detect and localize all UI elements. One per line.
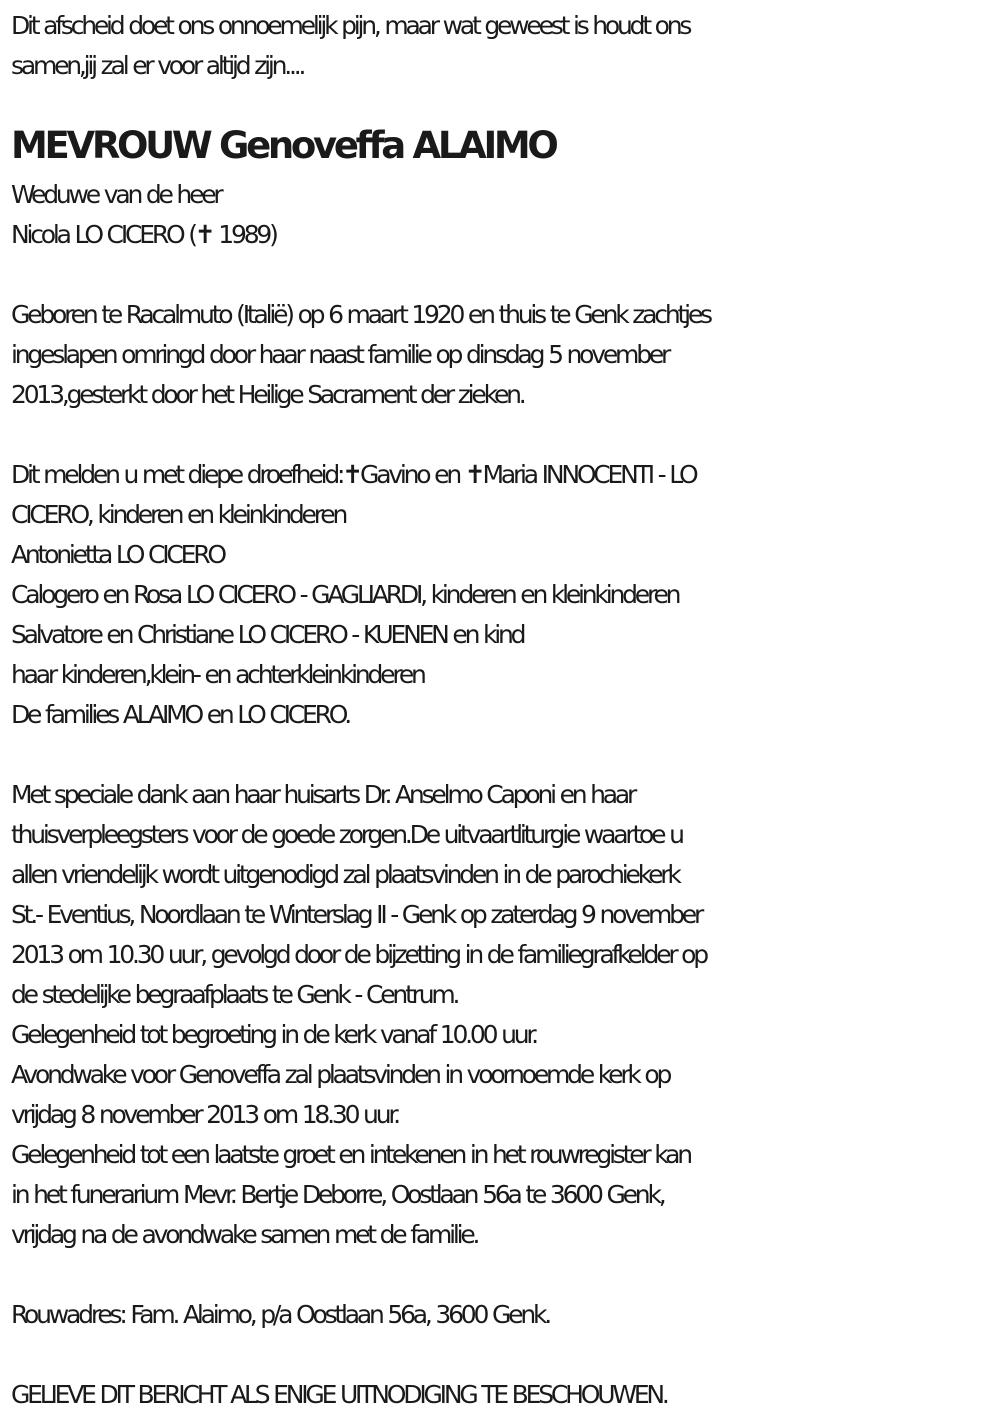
spacer xyxy=(11,255,991,295)
service-line: allen vriendelijk wordt uitgenodigd zal plaatsvinden in de parochiekerk xyxy=(11,860,679,889)
family-line: CICERO, kinderen en kleinkinderen xyxy=(11,500,346,529)
widow-line: Weduwe van de heer xyxy=(11,180,221,209)
widow-section xyxy=(11,175,991,255)
service-line: Gelegenheid tot begroeting in de kerk vanaf 10.00 uur. xyxy=(11,1020,536,1049)
service-section xyxy=(11,775,991,1255)
spacer xyxy=(11,1255,991,1295)
family-line: Antonietta LO CICERO xyxy=(11,540,224,569)
intro-section xyxy=(11,6,991,86)
family-line: Calogero en Rosa LO CICERO - GAGLIARDI, kinderen en kleinkinderen xyxy=(11,580,679,609)
obituary-notice xyxy=(11,6,991,1415)
birth-line: 2013,gesterkt door het Heilige Sacrament der zieken. xyxy=(11,380,524,409)
service-line: Gelegenheid tot een laatste groet en intekenen in het rouwregister kan xyxy=(11,1140,690,1169)
service-line: de stedelijke begraafplaats te Genk - Centrum. xyxy=(11,980,458,1009)
service-line: vrijdag 8 november 2013 om 18.30 uur. xyxy=(11,1100,398,1129)
intro-line: samen,jij zal er voor altijd zijn.... xyxy=(11,51,304,80)
family-line: haar kinderen,klein- en achterkleinkinderen xyxy=(11,660,424,689)
intro-line: Dit afscheid doet ons onnoemelijk pijn, maar wat geweest is houdt ons xyxy=(11,11,690,40)
spacer xyxy=(11,735,991,775)
mourning-address: Rouwadres: Fam. Alaimo, p/a Oostlaan 56a, 3600 Genk. xyxy=(11,1300,549,1329)
family-line: De families ALAIMO en LO CICERO. xyxy=(11,700,350,729)
spacer xyxy=(11,1335,991,1375)
service-line: thuisverpleegsters voor de goede zorgen.De uitvaartliturgie waartoe u xyxy=(11,820,682,849)
service-line: Avondwake voor Genoveffa zal plaatsvinden in voornoemde kerk op xyxy=(11,1060,670,1089)
family-line: Salvatore en Christiane LO CICERO - KUENEN en kind xyxy=(11,620,524,649)
service-line: vrijdag na de avondwake samen met de familie. xyxy=(11,1220,478,1249)
family-line: Dit melden u met diepe droefheid:✝Gavino en ✝Maria INNOCENTI - LO xyxy=(11,460,696,489)
birth-line: ingeslapen omringd door haar naast familie op dinsdag 5 november xyxy=(11,340,669,369)
service-line: in het funerarium Mevr. Bertje Deborre, Oostlaan 56a te 3600 Genk, xyxy=(11,1180,664,1209)
birth-section xyxy=(11,295,991,415)
deceased-name-title: MEVROUW Genoveffa ALAIMO xyxy=(11,124,556,167)
family-section xyxy=(11,455,991,735)
closing-notice: GELIEVE DIT BERICHT ALS ENIGE UITNODIGING TE BESCHOUWEN. xyxy=(11,1380,667,1409)
service-line: 2013 om 10.30 uur, gevolgd door de bijzetting in de familiegrafkelder op xyxy=(11,940,706,969)
service-line: Met speciale dank aan haar huisarts Dr. Anselmo Caponi en haar xyxy=(11,780,635,809)
service-line: St.- Eventius, Noordlaan te Winterslag II - Genk op zaterdag 9 november xyxy=(11,900,702,929)
widow-line: Nicola LO CICERO (✝ 1989) xyxy=(11,220,276,249)
spacer xyxy=(11,415,991,455)
birth-line: Geboren te Racalmuto (Italië) op 6 maart 1920 en thuis te Genk zachtjes xyxy=(11,300,710,329)
